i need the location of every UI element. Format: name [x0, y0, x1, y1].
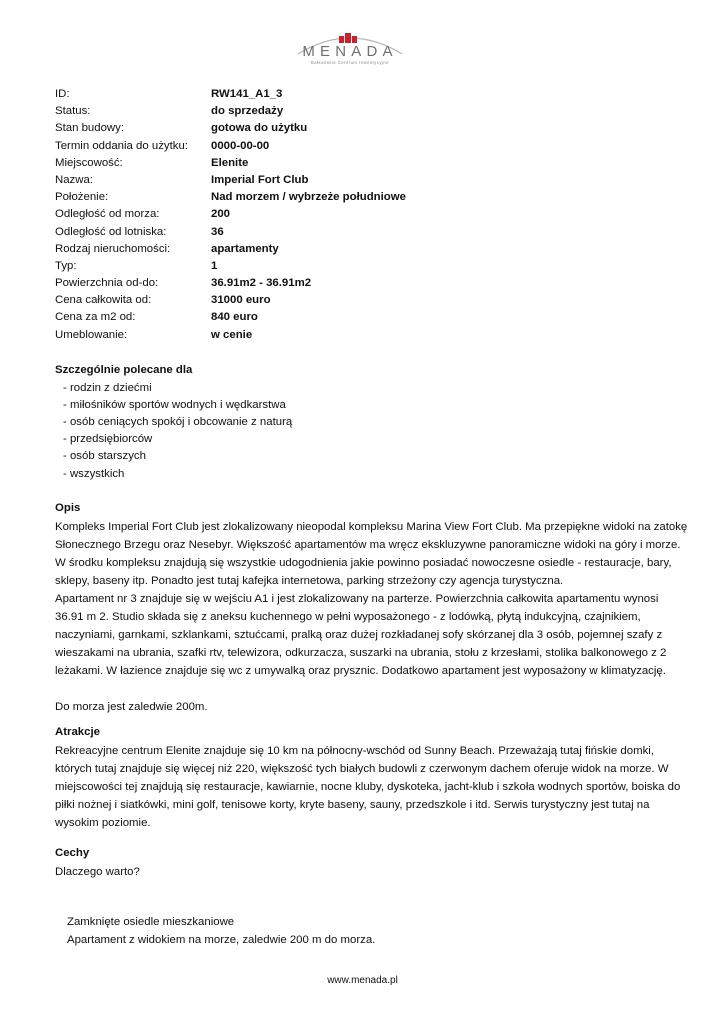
logo-wordmark: MENADA	[302, 43, 398, 60]
detail-value: 36	[211, 225, 224, 238]
detail-label: Odległość od morza:	[55, 208, 160, 221]
detail-value: w cenie	[211, 328, 253, 341]
detail-label: Nazwa:	[55, 173, 93, 186]
features-question: Dlaczego warto?	[55, 865, 140, 878]
detail-label: Status:	[55, 105, 91, 118]
detail-value: gotowa do użytku	[211, 122, 308, 135]
detail-label: ID:	[55, 88, 70, 100]
description-heading: Opis	[55, 502, 81, 514]
attractions-line: wysokim poziomie.	[55, 816, 151, 829]
detail-row	[55, 155, 406, 172]
detail-label: Stan budowy:	[55, 122, 125, 135]
detail-row	[55, 275, 406, 292]
detail-value: 0000-00-00	[211, 139, 270, 152]
detail-value: Elenite	[211, 156, 249, 169]
attractions-line: Rekreacyjne centrum Elenite znajduje się 10 km na północny-wschód od Sunny Beach. Przeważają tutaj fińskie domki,	[55, 744, 654, 757]
detail-row	[55, 224, 406, 241]
recommended-item: - przedsiębiorców	[63, 433, 153, 446]
description-line: sklepy, baseny itp. Ponadto jest tutaj kafejka internetowa, parking strzeżony czy agencja turystyczna.	[55, 574, 564, 587]
recommended-section	[55, 362, 292, 483]
menada-logo	[292, 24, 410, 70]
description-section	[55, 500, 688, 717]
description-line: Apartament nr 3 znajduje się w wejściu A1 i jest zlokalizowany na parterze. Powierzchnia całkowita apartamentu wynosi	[55, 592, 659, 605]
detail-row	[55, 309, 406, 326]
detail-label: Rodzaj nieruchomości:	[55, 242, 171, 255]
attractions-line: których tutaj znajduje się więcej niż 220, większość tych białych budowli z czerwonym dachem oferuje widok na morze. W	[55, 762, 669, 775]
detail-row	[55, 103, 406, 120]
detail-value: 1	[211, 259, 218, 272]
detail-label: Typ:	[55, 259, 77, 272]
recommended-list	[55, 380, 292, 483]
description-line: Słonecznego Brzegu oraz Nesebyr. Większość apartamentów ma wręcz ekskluzywne panoramiczne widoki na góry i morze.	[55, 538, 681, 551]
description-line: naczyniami, garnkami, szklankami, sztućcami, pralką oraz dużej rozkładanej sofy skórzanej dla 3 osób, pojemnej szafy z	[55, 629, 663, 642]
property-details	[55, 86, 406, 344]
attractions-line: miejscowości tej znajdują się restauracje, kawiarnie, nocne kluby, dyskoteka, jacht-klub i szkoła wodnych sportów, boiska do	[55, 780, 681, 793]
detail-label: Umeblowanie:	[55, 328, 128, 341]
detail-value: 31000 euro	[211, 294, 271, 307]
attractions-heading: Atrakcje	[55, 726, 100, 738]
detail-row	[55, 120, 406, 137]
recommended-item: - miłośników sportów wodnych i wędkarstwa	[63, 398, 286, 411]
detail-label: Termin oddania do użytku:	[55, 139, 188, 152]
detail-value: do sprzedaży	[211, 105, 284, 118]
detail-label: Miejscowość:	[55, 156, 123, 169]
sea-distance-note: Do morza jest zaledwie 200m.	[55, 701, 208, 714]
detail-value: Imperial Fort Club	[211, 173, 309, 186]
detail-label: Cena za m2 od:	[55, 311, 136, 324]
features-section	[55, 845, 140, 881]
feature-item: Zamknięte osiedle mieszkaniowe	[67, 916, 235, 928]
recommended-item: - wszystkich	[63, 467, 125, 480]
attractions-text	[55, 742, 685, 832]
detail-row	[55, 292, 406, 309]
detail-value: Nad morzem / wybrzeże południowe	[211, 191, 406, 204]
recommended-item: - osób ceniących spokój i obcowanie z naturą	[63, 416, 293, 428]
detail-value: 840 euro	[211, 311, 258, 324]
feature-item: Apartament z widokiem na morze, zaledwie 200 m do morza.	[67, 934, 376, 947]
detail-row	[55, 86, 406, 103]
description-line: Kompleks Imperial Fort Club jest zlokalizowany nieopodal kompleksu Marina View Fort Club. Ma przepiękne widoki na zatokę	[55, 520, 688, 533]
detail-row	[55, 241, 406, 258]
detail-row	[55, 189, 406, 206]
recommended-item: - osób starszych	[63, 450, 146, 463]
detail-label: Położenie:	[55, 191, 109, 204]
attractions-line: piłki nożnej i siatkówki, mini golf, tenisowe korty, kryte baseny, sauny, przedszkole i itd. Serwis turystyczny jest tutaj na	[55, 798, 650, 811]
recommended-heading: Szczególnie polecane dla	[55, 364, 193, 376]
features-heading: Cechy	[55, 847, 90, 859]
detail-row	[55, 138, 406, 155]
logo-house-left	[339, 36, 344, 43]
description-line: W środku kompleksu znajdują się wszystkie udogodnienia jakie powinno posiadać nowoczesne osiedle - restauracje, bary,	[55, 556, 672, 569]
description-line: leżakami. W łazience znajduje się wc z umywalką oraz prysznic. Dodatkowo apartament jest wyposażony w klimatyzację.	[55, 665, 666, 678]
detail-label: Odległość od lotniska:	[55, 225, 167, 238]
detail-label: Powierzchnia od-do:	[55, 277, 159, 290]
detail-value: RW141_A1_3	[211, 88, 283, 100]
description-text	[55, 518, 688, 681]
description-line: wieszakami na ubrania, szafki rtv, telewizora, odkurzacza, suszarki na ubrania, stołu z krzesłami, stolika balkonowego z 2	[55, 647, 667, 660]
detail-value: 200	[211, 208, 231, 221]
logo-house-center	[345, 33, 351, 43]
logo-tagline: Bałkańskie Centrum Inwestycyjne	[310, 60, 390, 65]
detail-value: 36.91m2 - 36.91m2	[211, 277, 312, 290]
description-line: 36.91 m 2. Studio składa się z aneksu kuchennego w pełni wyposażonego - z lodówką, płytą indukcyjną, czajnikiem,	[55, 611, 641, 624]
detail-row	[55, 327, 406, 344]
recommended-item: - rodzin z dziećmi	[63, 381, 152, 394]
logo-house-right	[352, 36, 357, 43]
attractions-section	[55, 724, 685, 832]
detail-row	[55, 206, 406, 223]
footer-url[interactable]: www.menada.pl	[327, 975, 398, 986]
detail-row	[55, 172, 406, 189]
detail-label: Cena całkowita od:	[55, 294, 152, 307]
detail-row	[55, 258, 406, 275]
detail-value: apartamenty	[211, 242, 279, 255]
features-list	[67, 913, 375, 949]
